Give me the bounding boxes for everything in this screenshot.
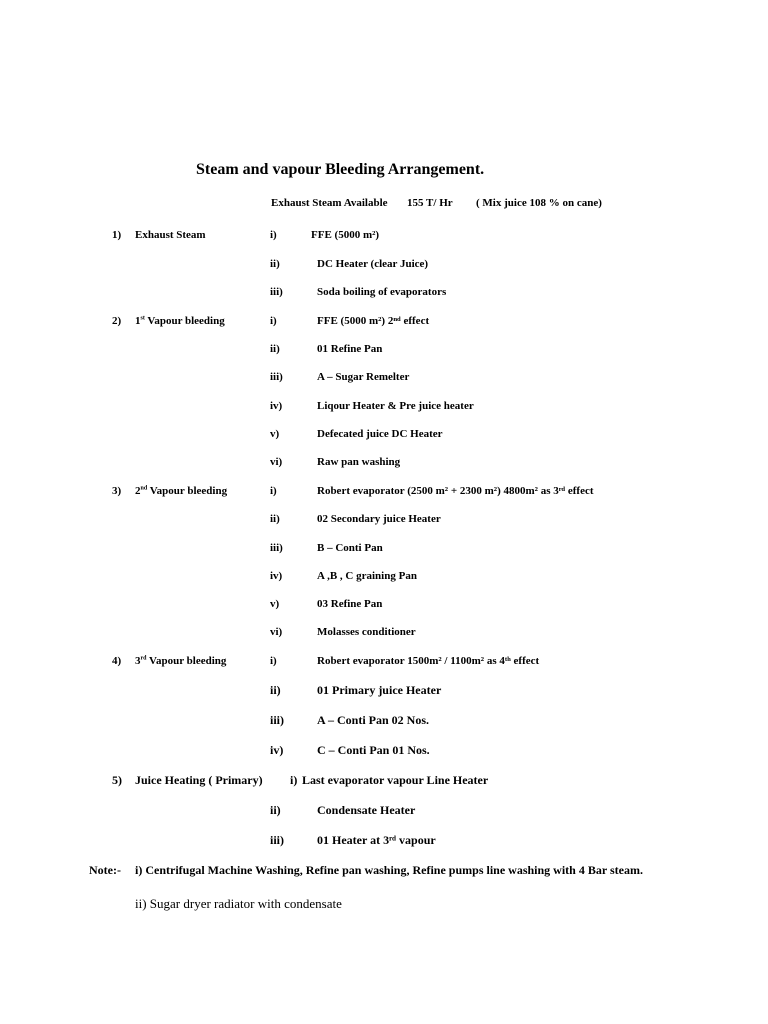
item-text: Condensate Heater: [317, 803, 416, 817]
item-index: iv): [270, 400, 283, 412]
item-text: A ,B , C graining Pan: [317, 570, 417, 582]
item-index: v): [270, 598, 280, 610]
item-index: iii): [270, 833, 284, 847]
item-text: Defecated juice DC Heater: [317, 428, 443, 440]
item-text: FFE (5000 m²) 2ⁿᵈ effect: [317, 315, 430, 327]
item-text: Molasses conditioner: [317, 626, 416, 638]
item-text: A – Sugar Remelter: [317, 371, 410, 383]
note-line-2: ii) Sugar dryer radiator with condensate: [135, 896, 342, 911]
item-index: iii): [270, 286, 283, 298]
item-index: iv): [270, 570, 283, 582]
item-index: v): [270, 428, 280, 440]
item-index: vi): [270, 456, 283, 468]
section-label: 1st Vapour bleeding: [135, 315, 225, 327]
section-number: 4): [112, 655, 122, 667]
section-label: Juice Heating ( Primary): [135, 773, 263, 787]
item-index: iii): [270, 713, 284, 727]
item-index: ii): [270, 513, 280, 525]
item-index: i): [270, 655, 277, 667]
item-text: Robert evaporator (2500 m² + 2300 m²) 4800m² as 3ʳᵈ effect: [317, 485, 594, 497]
section-label: Exhaust Steam: [135, 229, 206, 241]
item-text: A – Conti Pan 02 Nos.: [317, 713, 430, 727]
item-index: iv): [270, 743, 284, 757]
item-text: Last evaporator vapour Line Heater: [302, 773, 489, 787]
section-number: 2): [112, 315, 122, 327]
item-text: B – Conti Pan: [317, 542, 383, 554]
item-text: DC Heater (clear Juice): [317, 258, 429, 270]
section-number: 3): [112, 485, 122, 497]
item-text: FFE (5000 m²): [311, 229, 380, 241]
item-text: 01 Refine Pan: [317, 343, 383, 355]
item-text: Soda boiling of evaporators: [317, 286, 447, 298]
note-line-1: i) Centrifugal Machine Washing, Refine pan washing, Refine pumps line washing with 4 Bar steam.: [135, 863, 643, 877]
item-index: ii): [270, 343, 280, 355]
section-label: 3rd Vapour bleeding: [135, 655, 227, 667]
item-text: 01 Heater at 3ʳᵈ vapour: [317, 833, 436, 847]
exhaust-available-value: 155 T/ Hr: [407, 197, 453, 209]
item-index: vi): [270, 626, 283, 638]
item-index: i): [270, 485, 277, 497]
item-index: ii): [270, 683, 281, 697]
mix-juice-note: ( Mix juice 108 % on cane): [476, 197, 602, 209]
section-label: 2nd Vapour bleeding: [135, 485, 228, 497]
section-number: 1): [112, 229, 122, 241]
item-index: i): [270, 229, 277, 241]
item-index: ii): [270, 803, 281, 817]
item-text: 03 Refine Pan: [317, 598, 383, 610]
item-index: i): [290, 773, 298, 787]
item-index: i): [270, 315, 277, 327]
item-text: Robert evaporator 1500m² / 1100m² as 4ᵗʰ effect: [317, 655, 540, 667]
item-text: Liqour Heater & Pre juice heater: [317, 400, 474, 412]
item-index: iii): [270, 371, 283, 383]
exhaust-available-label: Exhaust Steam Available: [271, 197, 388, 209]
section-number: 5): [112, 773, 122, 787]
note-label: Note:-: [89, 863, 121, 877]
item-text: Raw pan washing: [317, 456, 401, 468]
item-index: iii): [270, 542, 283, 554]
item-text: C – Conti Pan 01 Nos.: [317, 743, 430, 757]
document-title: Steam and vapour Bleeding Arrangement.: [196, 161, 485, 178]
item-index: ii): [270, 258, 280, 270]
item-text: 01 Primary juice Heater: [317, 683, 442, 697]
item-text: 02 Secondary juice Heater: [317, 513, 441, 525]
